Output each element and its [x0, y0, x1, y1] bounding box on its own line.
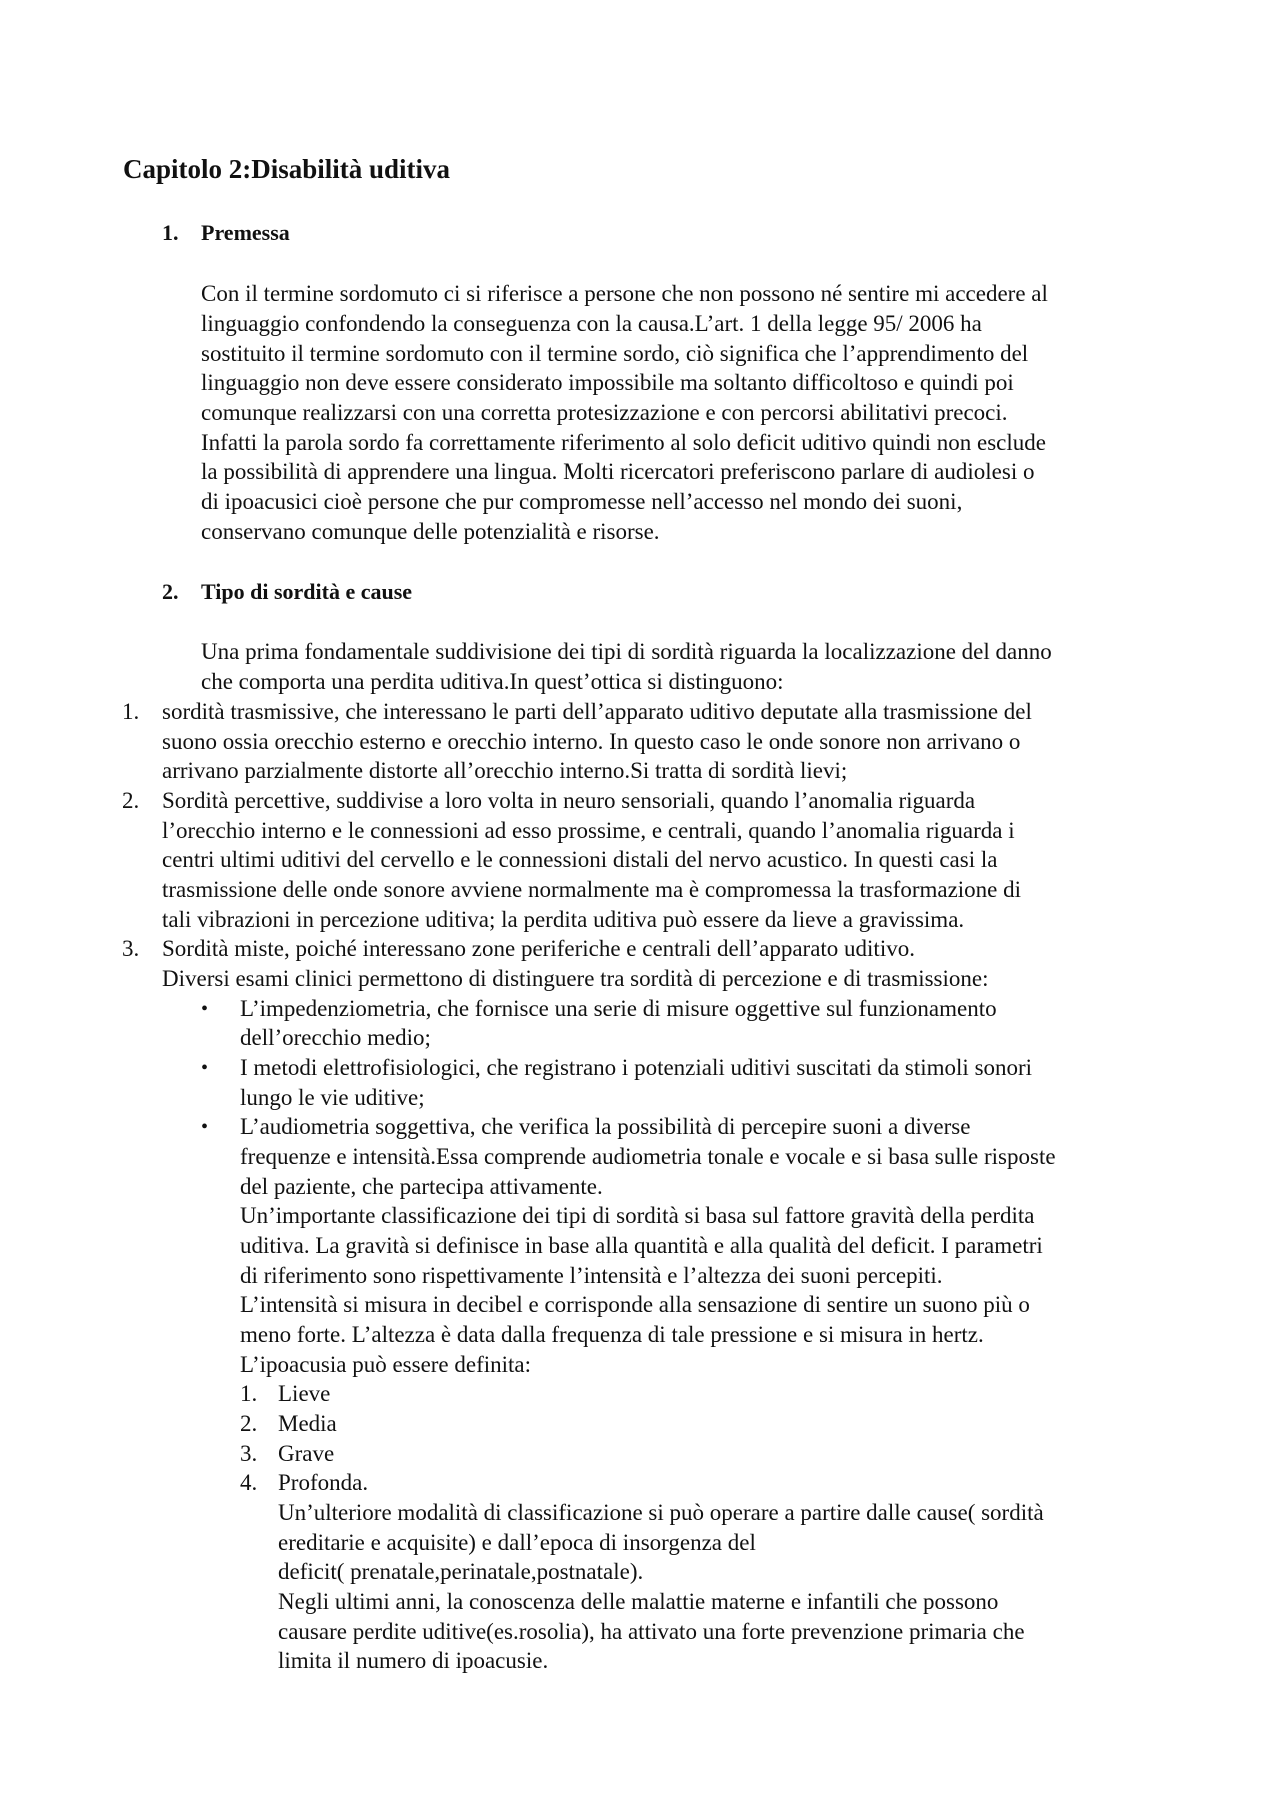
paragraph-line: comunque realizzarsi con una corretta protesizzazione e con percorsi abilitativi precoci. — [201, 400, 1008, 425]
bullet-icon: • — [201, 1116, 209, 1138]
list-item-line: sordità trasmissive, che interessano le parti dell’apparato uditivo deputate alla trasmissione del — [162, 699, 1032, 724]
paragraph-line: Un’ulteriore modalità di classificazione si può operare a partire dalle cause( sordità — [278, 1500, 1044, 1525]
paragraph-line: linguaggio non deve essere considerato impossibile ma soltanto difficoltoso e quindi poi — [201, 370, 1014, 395]
section-heading-premessa: Premessa — [201, 220, 290, 245]
paragraph-line: la possibilità di apprendere una lingua. Molti ricercatori preferiscono parlare di audiolesi o — [201, 459, 1035, 484]
paragraph-line: di ipoacusici cioè persone che pur compromesse nell’accesso nel mondo dei suoni, — [201, 489, 963, 514]
bullet-item-line: meno forte. L’altezza è data dalla frequenza di tale pressione e si misura in hertz. — [240, 1322, 984, 1347]
list-number: 1. — [122, 699, 140, 724]
bullet-item-line: L’audiometria soggettiva, che verifica la possibilità di percepire suoni a diverse — [240, 1114, 971, 1139]
list-number: 2. — [122, 788, 140, 813]
paragraph-line: linguaggio confondendo la conseguenza con la causa.L’art. 1 della legge 95/ 2006 ha — [201, 311, 982, 336]
section-number: 1. — [162, 220, 179, 245]
bullet-item-line: lungo le vie uditive; — [240, 1085, 425, 1110]
bullet-item-line: frequenze e intensità.Essa comprende audiometria tonale e vocale e si basa sulle risposte — [240, 1144, 1056, 1169]
bullet-item-line: di riferimento sono rispettivamente l’intensità e l’altezza dei suoni percepiti. — [240, 1263, 943, 1288]
bullet-item-line: I metodi elettrofisiologici, che registrano i potenziali uditivi suscitati da stimoli sonori — [240, 1055, 1033, 1080]
paragraph-line: sostituito il termine sordomuto con il termine sordo, ciò significa che l’apprendimento del — [201, 341, 1029, 366]
level-label: Media — [278, 1411, 337, 1436]
level-number: 1. — [240, 1381, 258, 1406]
list-item-line: trasmissione delle onde sonore avviene normalmente ma è compromessa la trasformazione di — [162, 877, 1022, 902]
list-item-line: Sordità miste, poiché interessano zone periferiche e centrali dell’apparato uditivo. — [162, 936, 915, 961]
chapter-title: Capitolo 2:Disabilità uditiva — [123, 154, 451, 184]
list-item-line: tali vibrazioni in percezione uditiva; la perdita uditiva può essere da lieve a gravissima. — [162, 907, 965, 932]
bullet-item-line: L’impedenziometria, che fornisce una serie di misure oggettive sul funzionamento — [240, 996, 997, 1021]
bullet-icon: • — [201, 1057, 209, 1079]
level-number: 2. — [240, 1411, 258, 1436]
level-label: Profonda. — [278, 1470, 369, 1495]
paragraph-line: deficit( prenatale,perinatale,postnatale). — [278, 1559, 644, 1584]
level-label: Grave — [278, 1441, 335, 1466]
list-item-line: l’orecchio interno e le connessioni ad esso prossime, e centrali, quando l’anomalia riguarda i — [162, 818, 1015, 843]
paragraph-line: Negli ultimi anni, la conoscenza delle malattie materne e infantili che possono — [278, 1589, 999, 1614]
list-item-line: arrivano parzialmente distorte all’orecchio interno.Si tratta di sordità lievi; — [162, 758, 848, 783]
bullet-item-line: dell’orecchio medio; — [240, 1025, 431, 1050]
paragraph-line: Infatti la parola sordo fa correttamente riferimento al solo deficit uditivo quindi non esclude — [201, 430, 1046, 455]
bullet-icon: • — [201, 998, 209, 1020]
bullet-item-line: uditiva. La gravità si definisce in base alla quantità e alla qualità del deficit. I parametri — [240, 1233, 1043, 1258]
section-heading-tipo: Tipo di sordità e cause — [201, 579, 413, 604]
paragraph-line: che comporta una perdita uditiva.In quest’ottica si distinguono: — [201, 669, 784, 694]
level-label: Lieve — [278, 1381, 331, 1406]
paragraph-line: ereditarie e acquisite) e dall’epoca di insorgenza del — [278, 1530, 756, 1555]
paragraph-line: conservano comunque delle potenzialità e risorse. — [201, 519, 660, 544]
level-number: 3. — [240, 1441, 258, 1466]
paragraph-line: causare perdite uditive(es.rosolia), ha attivato una forte prevenzione primaria che — [278, 1619, 1025, 1644]
list-item-line: suono ossia orecchio esterno e orecchio interno. In questo caso le onde sonore non arrivano o — [162, 729, 1021, 754]
bullet-item-line: L’ipoacusia può essere definita: — [240, 1352, 532, 1377]
list-item-line: Sordità percettive, suddivise a loro volta in neuro sensoriali, quando l’anomalia riguarda — [162, 788, 976, 813]
level-number: 4. — [240, 1470, 258, 1495]
section-number: 2. — [162, 579, 179, 604]
list-item-line: Diversi esami clinici permettono di distinguere tra sordità di percezione e di trasmissione: — [162, 966, 989, 991]
list-number: 3. — [122, 936, 140, 961]
paragraph-line: Una prima fondamentale suddivisione dei tipi di sordità riguarda la localizzazione del danno — [201, 639, 1052, 664]
bullet-item-line: Un’importante classificazione dei tipi di sordità si basa sul fattore gravità della perdita — [240, 1203, 1035, 1228]
paragraph-line: limita il numero di ipoacusie. — [278, 1648, 549, 1673]
bullet-item-line: del paziente, che partecipa attivamente. — [240, 1174, 603, 1199]
paragraph-line: Con il termine sordomuto ci si riferisce a persone che non possono né sentire mi accedere al — [201, 281, 1048, 306]
list-item-line: centri ultimi uditivi del cervello e le connessioni distali del nervo acustico. In questi casi la — [162, 847, 998, 872]
bullet-item-line: L’intensità si misura in decibel e corrisponde alla sensazione di sentire un suono più o — [240, 1292, 1030, 1317]
